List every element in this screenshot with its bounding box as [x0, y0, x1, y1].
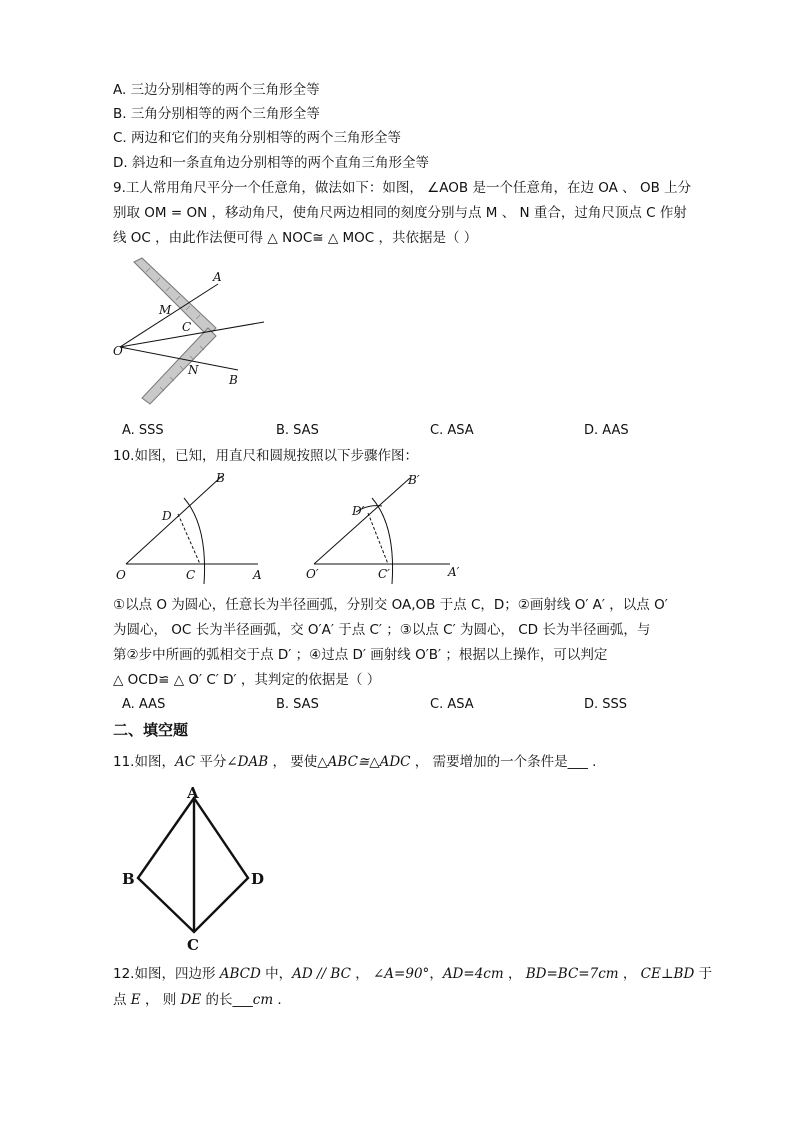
label-o-prime: O′: [306, 567, 319, 581]
q10-text-line-2: 为圆心， OC 长为半径画弧，交 O′A′ 于点 C′ ；③以点 C′ 为圆心， CD 长为半径画弧，与: [113, 622, 651, 638]
q8-option-a: A. 三边分别相等的两个三角形全等: [113, 82, 320, 98]
q12-prefix-2: 点: [113, 992, 131, 1008]
q12-math-abcd: ABCD: [219, 966, 261, 982]
label-a: A: [187, 784, 199, 802]
label-b: B: [122, 870, 135, 888]
q11-text: [113, 752, 596, 772]
q12-mid-1: 中，: [260, 966, 293, 982]
q12-mid-6: ， 则: [140, 992, 181, 1008]
q10-figure-1: [112, 468, 272, 588]
label-b-prime: B′: [408, 473, 420, 487]
q12-math-bd-bc: BD=BC=7cm: [525, 966, 619, 982]
q10-option-c: C. ASA: [430, 697, 474, 712]
q8-option-c: C. 两边和它们的夹角分别相等的两个三角形全等: [113, 130, 402, 146]
segment-cd: [178, 514, 200, 564]
q10-text-line-3: 第②步中所画的弧相交于点 D′ ；④过点 D′ 画射线 O′B′ ；根据以上操作，可以判定: [113, 647, 608, 663]
label-c: C: [186, 568, 196, 582]
section-title: 二、填空题: [113, 721, 189, 739]
ray-oc: [120, 322, 264, 347]
ray-o-prime-b-prime: [314, 478, 410, 564]
q11-math-ac: AC: [174, 754, 196, 770]
q11-math-angle: ∠DAB: [226, 754, 269, 770]
label-d: D: [162, 509, 172, 523]
label-o: O: [116, 568, 126, 582]
label-c: C: [187, 936, 199, 954]
q8-option-b: B. 三角分别相等的两个三角形全等: [113, 106, 320, 122]
label-b: B: [229, 373, 238, 387]
q12-mid-3: ，: [429, 966, 443, 982]
label-d-prime: D′: [352, 504, 365, 518]
label-n: N: [188, 363, 199, 377]
q10-text-line-4: △ OCD≌ △ O′ C′ D′ ，其判定的依据是（ ）: [113, 672, 381, 688]
q9-option-d: D. AAS: [584, 423, 629, 438]
q10-text-line-1: ①以点 O 为圆心，任意长为半径画弧，分别交 OA,OB 于点 C，D；②画射线 O′ A′ ，以点 O′: [113, 597, 668, 613]
q12-math-ad: AD=4cm: [442, 966, 504, 982]
q9-option-b: B. SAS: [276, 423, 319, 438]
q12-suffix-1: 于: [694, 966, 713, 982]
ray-ob: [126, 476, 222, 564]
q12-math-de: DE: [180, 992, 202, 1008]
q12-mid-4: ，: [503, 966, 526, 982]
q12-text-line-2: [113, 990, 282, 1010]
label-a-prime: A′: [448, 565, 460, 579]
q11-prefix: 11.如图，: [113, 754, 175, 770]
q9-text-line-2: 别取 OM = ON ，移动角尺，使角尺两边相同的刻度分别与点 M 、 N 重合，过角尺顶点 C 作射: [113, 205, 687, 221]
q11-math-congruence: △ABC≅△ADC: [317, 754, 411, 770]
label-b: B: [216, 471, 225, 485]
carpenter-square: [134, 258, 216, 404]
q9-angle-ruler-figure: [112, 258, 272, 406]
q12-mid-5: ，: [618, 966, 641, 982]
q12-suffix-2: .: [273, 992, 282, 1008]
label-c: C: [182, 320, 192, 334]
q8-option-d: D. 斜边和一条直角边分别相等的两个直角三角形全等: [113, 155, 429, 171]
q10-intro: 10.如图，已知，用直尺和圆规按照以下步骤作图：: [113, 448, 418, 464]
q9-text-line-3: 线 OC ，由此作法便可得 △ NOC≅ △ MOC ，共依据是（ ）: [113, 230, 478, 246]
q11-kite-figure: [120, 780, 270, 952]
q9-text-line-1: 9.工人常用角尺平分一个任意角，做法如下：如图， ∠AOB 是一个任意角，在边 OA 、 OB 上分: [113, 180, 692, 196]
q12-math-angle-a: ∠A=90°: [373, 966, 430, 982]
q11-mid-2: ， 要使: [268, 754, 318, 770]
q12-math-perp: CE⊥BD: [640, 966, 695, 982]
q10-option-b: B. SAS: [276, 697, 319, 712]
q11-mid-1: 平分: [195, 754, 227, 770]
q10-figure-2: [300, 468, 470, 588]
q9-option-c: C. ASA: [430, 423, 474, 438]
label-m: M: [159, 303, 172, 317]
q12-math-parallel: AD // BC: [292, 966, 351, 982]
label-o: O: [113, 344, 123, 358]
label-c-prime: C′: [378, 567, 390, 581]
q11-suffix: ， 需要增加的一个条件是___ .: [410, 754, 597, 770]
q12-prefix: 12.如图，四边形: [113, 966, 220, 982]
q10-option-a: A. AAS: [122, 697, 166, 712]
q10-option-d: D. SSS: [584, 697, 628, 712]
q12-math-e: E: [130, 992, 141, 1008]
q12-math-cm: cm: [252, 992, 274, 1008]
q12-mid-2: ，: [350, 966, 373, 982]
q12-mid-7: 的长___: [201, 992, 253, 1008]
q12-text-line-1: [113, 964, 712, 984]
q9-option-a: A. SSS: [122, 423, 164, 438]
label-a: A: [253, 568, 262, 582]
label-d: D: [251, 870, 265, 888]
label-a: A: [213, 270, 222, 284]
